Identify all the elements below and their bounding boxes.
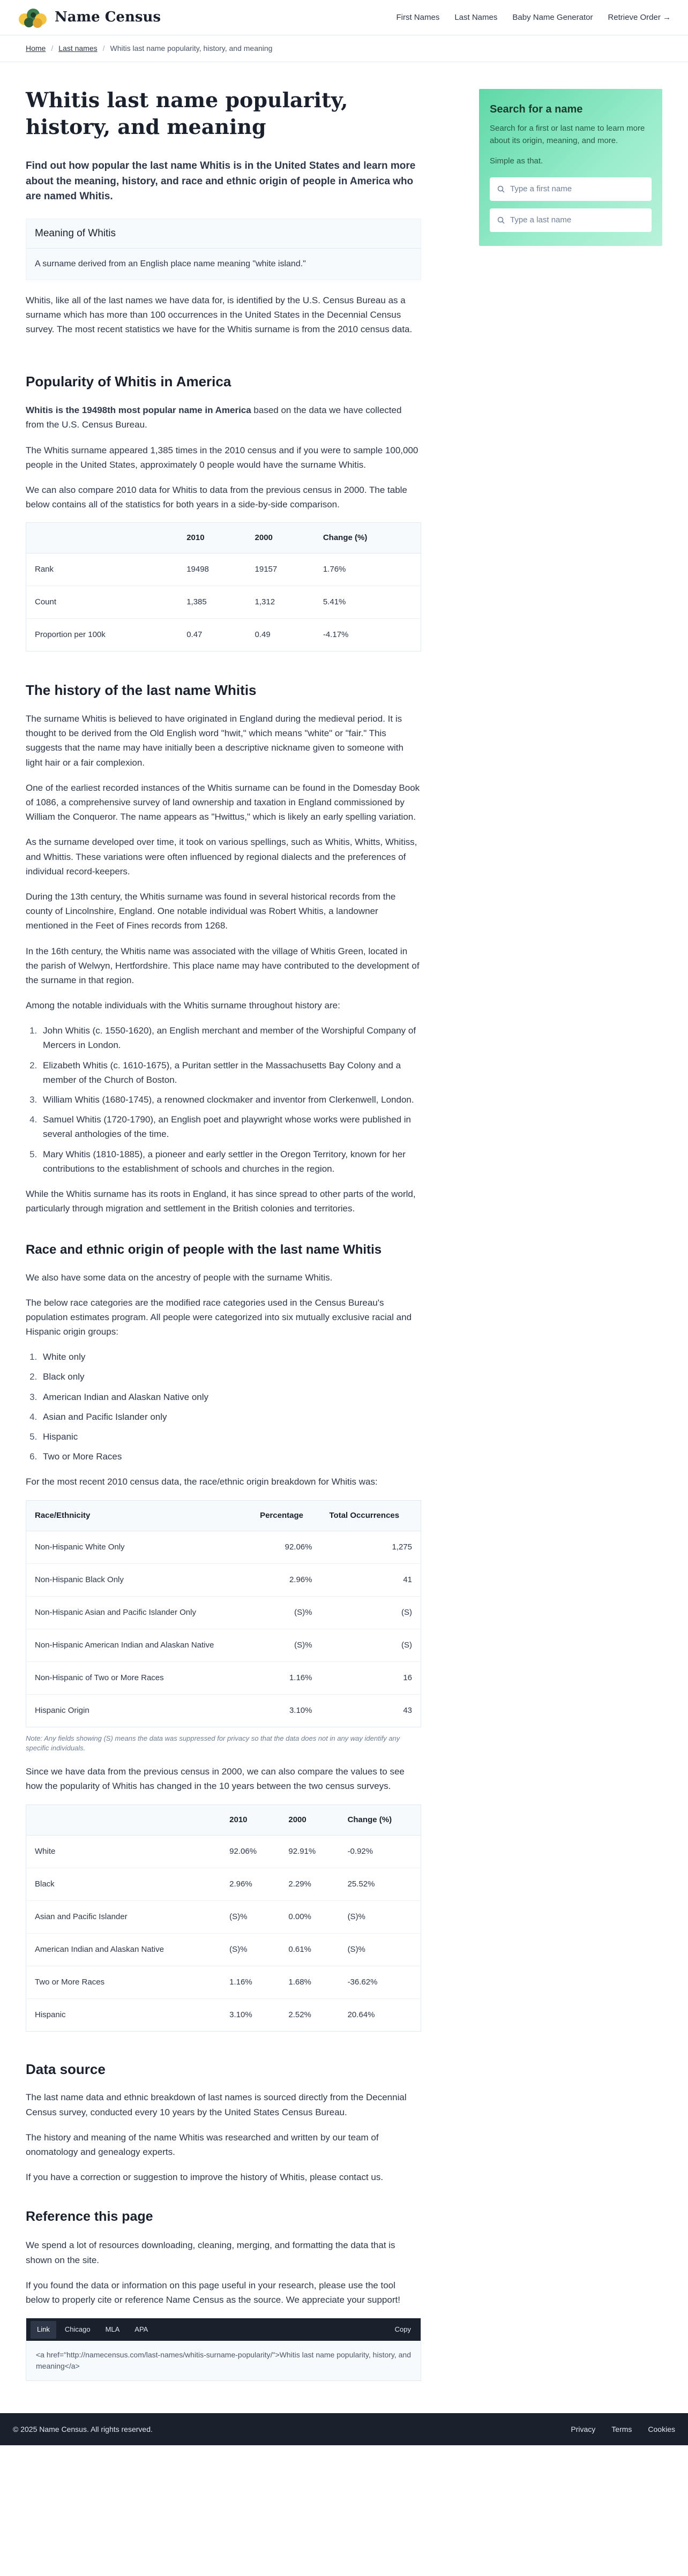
footer-cookies-link[interactable]: Cookies (648, 2424, 675, 2433)
row-label: Non-Hispanic Asian and Pacific Islander Only (26, 1596, 252, 1629)
list-item: 2. Elizabeth Whitis (c. 1610-1675), a Puritan settler in the Massachusetts Bay Colony and a member of the Church of Boston. (40, 1058, 421, 1087)
change-value: 1.76% (315, 553, 421, 586)
history-paragraph: In the 16th century, the Whitis name was associated with the village of Whitis Green, located in the parish of Welwyn, Hertfordshire. This place name may have contributed to the development of the surname in that region. (26, 946, 420, 985)
percentage: (S)% (251, 1629, 320, 1661)
value-2000: 0.61% (280, 1933, 339, 1966)
site-header (0, 0, 688, 35)
footer-privacy-link[interactable]: Privacy (571, 2424, 596, 2433)
history-closing: While the Whitis surname has its roots in England, it has since spread to other parts of the world, particularly through migration and settlement in the British colonies and territories. (26, 1188, 416, 1214)
meaning-heading: Meaning of Whitis (26, 219, 421, 249)
breadcrumb-last-names[interactable]: Last names (58, 44, 98, 53)
total-occurrences: 43 (403, 1705, 412, 1715)
breadcrumb-home[interactable]: Home (26, 44, 46, 53)
total-occurrences: 41 (320, 1563, 421, 1596)
intro-paragraph: Whitis, like all of the last names we have data for, is identified by the U.S. Census Bureau as a surname which has more than 100 occurrences in the United States in the Decennial Census survey. The most recent statistics we have for the Whitis surname is from the 2010 census data. (26, 295, 413, 335)
row-label: Asian and Pacific Islander (26, 1900, 221, 1933)
row-label: Non-Hispanic of Two or More Races (26, 1661, 252, 1694)
source-paragraph: If you have a correction or suggestion to improve the history of Whitis, please contact us. (26, 2172, 384, 2183)
total-occurrences: 1,275 (320, 1531, 421, 1563)
copyright: © 2025 Name Census. All rights reserved. (13, 2424, 153, 2433)
main-nav (396, 11, 671, 24)
brand[interactable] (17, 6, 161, 29)
table-header: 2010 (221, 1804, 280, 1835)
value-2000: 19157 (246, 553, 315, 586)
row-label: Rank (26, 553, 178, 586)
table-row (26, 1661, 421, 1694)
percentage: 3.10% (289, 1705, 312, 1715)
list-item: 2. Black only (40, 1369, 421, 1384)
row-label: Hispanic (35, 2010, 66, 2019)
percentage: (S)% (251, 1596, 320, 1629)
sidebar (479, 62, 662, 2413)
value-2010: 1,385 (178, 586, 246, 619)
value-2000: 2.52% (288, 2010, 311, 2019)
table-header: 2000 (246, 523, 315, 553)
list-item: 5. Mary Whitis (1810-1885), a pioneer and early settler in the Oregon Territory, known for her contributions to the establishment of schools and churches in the region. (40, 1147, 421, 1176)
footer-terms-link[interactable]: Terms (611, 2424, 632, 2433)
value-2000: 1,312 (246, 586, 315, 619)
row-label: Two or More Races (26, 1966, 221, 1998)
change-value: -0.92% (339, 1835, 421, 1868)
value-2010: 2.96% (221, 1868, 280, 1900)
change-value: -4.17% (323, 630, 349, 640)
row-label: Count (26, 586, 178, 619)
last-name-field[interactable] (490, 208, 652, 232)
row-label: Hispanic Origin (35, 1705, 89, 1715)
table-header: Change (%) (339, 1804, 421, 1835)
search-card-tagline: Simple as that. (490, 156, 543, 166)
nav-last-names[interactable]: Last Names (454, 12, 498, 22)
breadcrumb-separator: / (51, 44, 54, 53)
table-header: 2000 (280, 1804, 339, 1835)
table-row (26, 619, 421, 652)
table-header: Change (%) (315, 523, 421, 553)
source-paragraph: The history and meaning of the name Whitis was researched and written by our team of onomatology and genealogy experts. (26, 2132, 379, 2157)
table-row (26, 1998, 421, 2031)
reference-paragraph: If you found the data or information on this page useful in your research, please use the tool below to properly cite or reference Name Census as the source. We appreciate your support! (26, 2280, 400, 2305)
table-row (26, 1531, 421, 1563)
race-intro: We also have some data on the ancestry of people with the surname Whitis. (26, 1272, 333, 1283)
table-header-row (26, 1500, 421, 1531)
value-2000: 0.49 (255, 630, 271, 640)
first-name-field[interactable] (490, 177, 652, 201)
notables-list (26, 1023, 421, 1176)
value-2000: 1.68% (280, 1966, 339, 1998)
table-row (26, 1868, 421, 1900)
page-lead: Find out how popular the last name Whitis is in the United States and learn more about the meaning, history, and race and ethnic origin of people in America who are named Whitis. (26, 160, 416, 203)
value-2010: (S)% (221, 1900, 280, 1933)
list-item: 4. Asian and Pacific Islander only (40, 1410, 421, 1424)
history-paragraph: One of the earliest recorded instances of the Whitis surname can be found in the Domesday Book of 1086, a comprehensive survey of land ownership and taxation in England commissioned by William the Conqueror. The name appears as "Hwittus," which is likely an early spelling variation. (26, 782, 420, 822)
brand-name: Name Census (55, 9, 161, 25)
table-row (26, 1835, 421, 1868)
source-heading: Data source (26, 2061, 106, 2077)
copy-button[interactable]: Copy (394, 2325, 411, 2333)
value-2010: 3.10% (229, 2010, 252, 2019)
change-value: 25.52% (339, 1868, 421, 1900)
citation-tabs (26, 2318, 421, 2341)
row-label: Proportion per 100k (35, 630, 106, 640)
compare-paragraph: We can also compare 2010 data for Whitis to data from the previous census in 2000. The table below contains all of the statistics for both years in a side-by-side comparison. (26, 484, 407, 510)
change-value: 20.64% (347, 2010, 375, 2019)
table-row (26, 553, 421, 586)
change-value: (S)% (339, 1900, 421, 1933)
table-header-row (26, 523, 421, 553)
reference-heading: Reference this page (26, 2209, 153, 2225)
popularity-table (26, 522, 421, 652)
logo-icon (17, 6, 48, 29)
row-label: Black (26, 1868, 221, 1900)
row-label: American Indian and Alaskan Native (26, 1933, 221, 1966)
source-paragraph: The last name data and ethnic breakdown of last names is sourced directly from the Decennial Census survey, conducted every 10 years by the United States Census Bureau. (26, 2092, 407, 2117)
breadcrumb-separator: / (102, 44, 105, 53)
retrieve-order-link[interactable]: Retrieve Order → (608, 12, 671, 22)
meaning-text: A surname derived from an English place name meaning "white island." (35, 259, 306, 269)
page-title: Whitis last name popularity, history, and meaning (26, 88, 348, 139)
last-name-input[interactable] (510, 215, 644, 224)
table-row (26, 1966, 421, 1998)
value-2010: 19498 (178, 553, 246, 586)
table-row (26, 1933, 421, 1966)
change-value: -36.62% (339, 1966, 421, 1998)
list-item: 3. William Whitis (1680-1745), a renowned clockmaker and inventor from Clerkenwell, London. (40, 1092, 421, 1107)
value-2000: 2.29% (280, 1868, 339, 1900)
value-2010: 1.16% (221, 1966, 280, 1998)
history-heading: The history of the last name Whitis (26, 682, 257, 699)
list-item: 4. Samuel Whitis (1720-1790), an English poet and playwright whose works were published in several anthologies of the time. (40, 1112, 421, 1141)
row-label: Non-Hispanic White Only (26, 1531, 252, 1563)
change-value: (S)% (339, 1933, 421, 1966)
change-value: 5.41% (315, 586, 421, 619)
value-2010: 0.47 (186, 630, 203, 640)
breadcrumb (0, 35, 688, 62)
race-compare-table (26, 1804, 421, 2032)
value-2000: 92.91% (280, 1835, 339, 1868)
nav-baby-name-generator[interactable]: Baby Name Generator (512, 12, 593, 22)
search-icon (497, 185, 505, 193)
nav-first-names[interactable]: First Names (396, 12, 440, 22)
table-row (26, 1563, 421, 1596)
rank-paragraph (26, 403, 421, 432)
row-label: Non-Hispanic Black Only (26, 1563, 252, 1596)
meaning-box (26, 219, 421, 280)
table-row (26, 1900, 421, 1933)
tab-mla[interactable]: MLA (105, 2325, 120, 2333)
table-header: Percentage (251, 1500, 320, 1531)
list-item: 3. American Indian and Alaskan Native only (40, 1390, 421, 1404)
breadcrumb-current: Whitis last name popularity, history, and meaning (110, 44, 273, 53)
table-row (26, 1629, 421, 1661)
total-occurrences: 16 (320, 1661, 421, 1694)
search-card (479, 89, 662, 246)
list-item: 6. Two or More Races (40, 1449, 421, 1464)
privacy-note: Note: Any fields showing (S) means the data was suppressed for privacy so that the data does not in any way identify any specific individuals. (26, 1734, 400, 1753)
history-paragraph: Among the notable individuals with the Whitis surname throughout history are: (26, 1000, 340, 1011)
table-header (26, 523, 178, 553)
race-heading: Race and ethnic origin of people with the last name Whitis (26, 1242, 382, 1257)
table-row (26, 1596, 421, 1629)
table-row (26, 586, 421, 619)
total-occurrences: (S) (320, 1596, 421, 1629)
table-header: Race/Ethnicity (26, 1500, 252, 1531)
table-header: 2010 (178, 523, 246, 553)
row-label: Non-Hispanic American Indian and Alaskan Native (26, 1629, 252, 1661)
total-occurrences: (S) (320, 1629, 421, 1661)
table-header-row (26, 1804, 421, 1835)
race-table (26, 1500, 421, 1727)
table-row (26, 1694, 421, 1727)
count-paragraph: The Whitis surname appeared 1,385 times in the 2010 census and if you were to sample 100,000 people in the United States, approximately 0 people would have the surname Whitis. (26, 445, 418, 470)
value-2000: 0.00% (280, 1900, 339, 1933)
percentage: 92.06% (251, 1531, 320, 1563)
site-footer (0, 2413, 688, 2445)
race-breakdown-intro: For the most recent 2010 census data, the race/ethnic origin breakdown for Whitis was: (26, 1477, 378, 1487)
first-name-input[interactable] (510, 184, 644, 193)
history-paragraph: During the 13th century, the Whitis surname was found in several historical records from the county of Lincolnshire, England. One notable individual was Robert Whitis, a landowner mentioned in the Feet of Fines records from 1268. (26, 891, 396, 931)
history-paragraph: The surname Whitis is believed to have originated in England during the medieval period. It is thought to be derived from the Old English word "hwit," which means "white" or "fair." This suggests that the name may have initially been a descriptive nickname given to someone with light hair or a fair complexion. (26, 714, 403, 768)
list-item: 1. John Whitis (c. 1550-1620), an English merchant and member of the Worshipful Company of Mercers in London. (40, 1023, 421, 1052)
popularity-heading: Popularity of Whitis in America (26, 373, 231, 390)
search-card-description: Search for a first or last name to learn more about its origin, meaning, and more. (490, 124, 645, 146)
race-compare-intro: Since we have data from the previous census in 2000, we can also compare the values to see how the popularity of Whitis has changed in the 10 years between the two census surveys. (26, 1766, 405, 1792)
race-categories-intro: The below race categories are the modified race categories used in the Census Bureau's population estimates program. All people were categorized into six mutually exclusive racial and Hispanic origin groups: (26, 1297, 412, 1337)
rank-statement: Whitis is the 19498th most popular name in America (26, 405, 251, 416)
rank-source-text: based on the data we have collected from the U.S. Census Bureau. (26, 405, 402, 430)
list-item: 5. Hispanic (40, 1429, 421, 1444)
table-header (26, 1804, 221, 1835)
tab-apa[interactable]: APA (134, 2325, 148, 2333)
list-item: 1. White only (40, 1350, 421, 1364)
percentage: 2.96% (251, 1563, 320, 1596)
reference-paragraph: We spend a lot of resources downloading, cleaning, merging, and formatting the data that is shown on the site. (26, 2240, 395, 2265)
table-header: Total Occurrences (320, 1500, 421, 1531)
percentage: 1.16% (251, 1661, 320, 1694)
value-2010: (S)% (221, 1933, 280, 1966)
race-groups-list (26, 1350, 421, 1464)
tab-chicago[interactable]: Chicago (64, 2325, 91, 2333)
citation-snippet[interactable]: <a href="http://namecensus.com/last-names/whitis-surname-popularity/">Whitis last name popularity, history, and meaning</a> (26, 2341, 421, 2380)
citation-tool (26, 2318, 421, 2381)
search-card-title: Search for a name (490, 103, 583, 115)
search-icon (497, 216, 505, 224)
main-content (26, 62, 421, 2413)
value-2010: 92.06% (221, 1835, 280, 1868)
row-label: White (26, 1835, 221, 1868)
history-paragraph: As the surname developed over time, it took on various spellings, such as Whitis, Whitts, Whitiss, and Whittis. These variations were often influenced by regional dialects and the preferences of individual record-keepers. (26, 837, 417, 877)
tab-link[interactable]: Link (31, 2321, 56, 2339)
